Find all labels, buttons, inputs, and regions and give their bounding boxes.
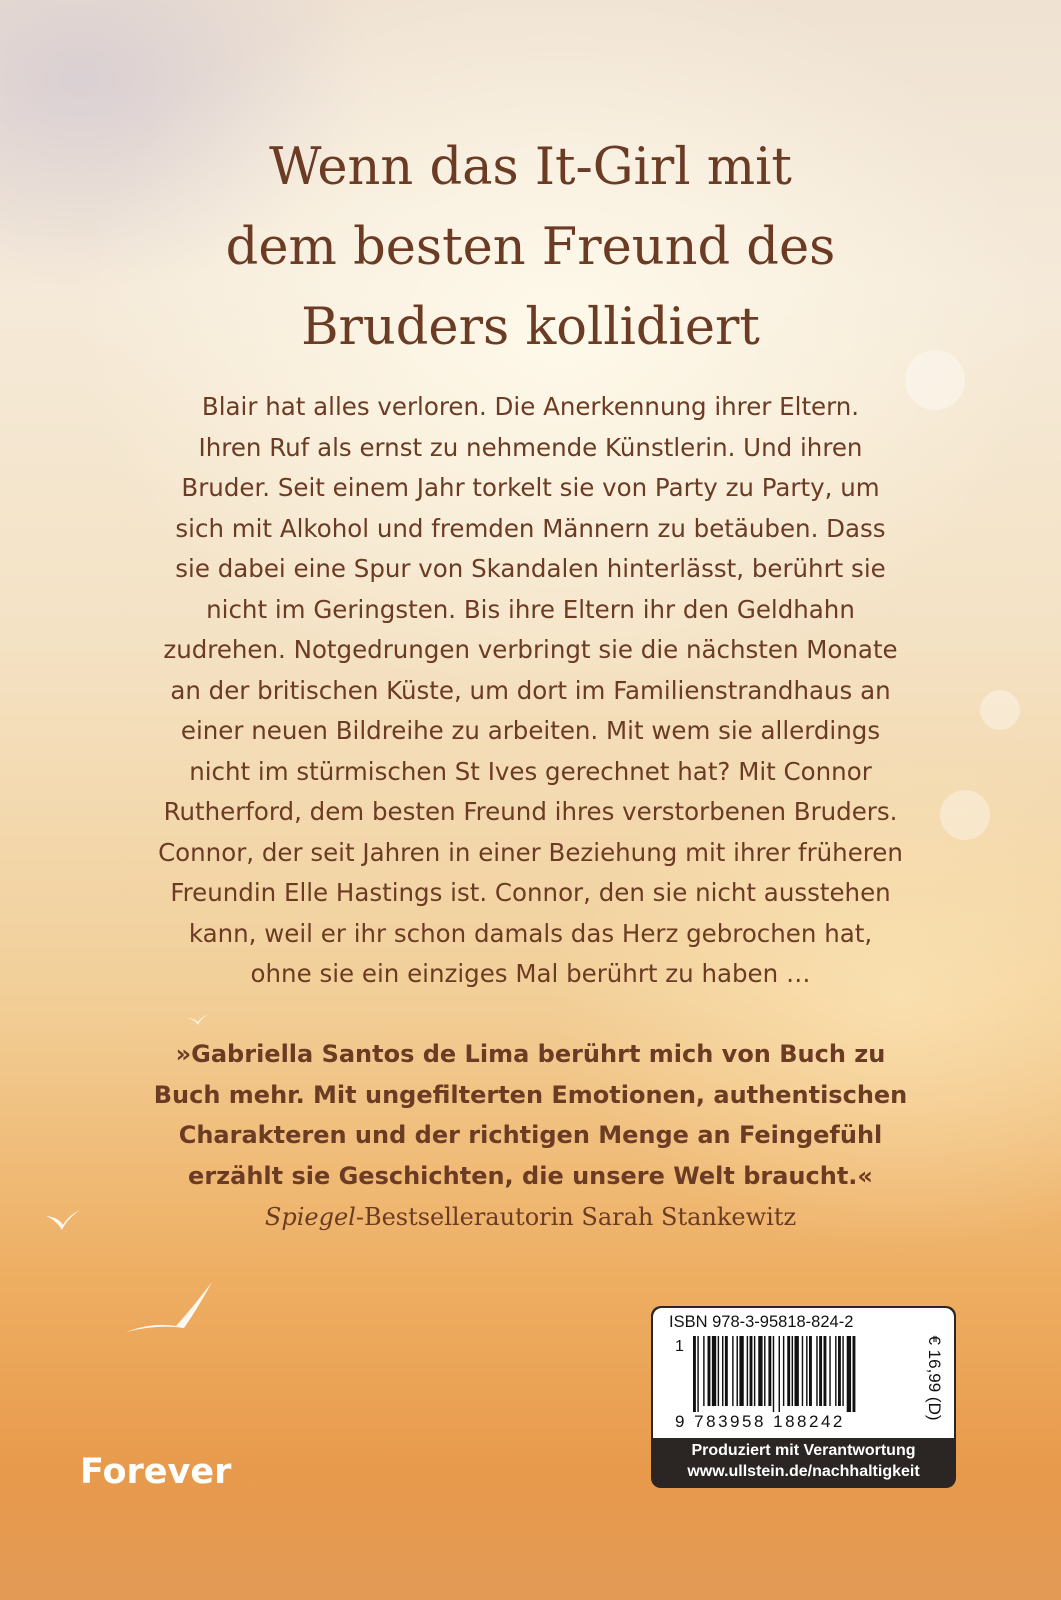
- isbn-text: ISBN 978-3-95818-824-2: [669, 1313, 854, 1331]
- barcode-bar: [773, 1336, 774, 1412]
- blurb-line: Bruder. Seit einem Jahr torkelt sie von Party zu Party, um: [181, 473, 880, 502]
- quote-line: »Gabriella Santos de Lima berührt mich von Buch zu: [175, 1040, 886, 1068]
- blurb-line: sich mit Alkohol und fremden Männern zu betäuben. Dass: [175, 513, 886, 543]
- barcode-bar: [829, 1336, 830, 1406]
- barcode-bar: [768, 1336, 771, 1406]
- quote-attribution: [0, 1197, 1061, 1237]
- barcode-bar: [693, 1336, 696, 1412]
- blurb-line: Connor, der seit Jahren in einer Beziehung mit ihrer früheren: [158, 837, 903, 867]
- barcode-bar: [703, 1336, 704, 1406]
- barcode-bar: [802, 1336, 803, 1406]
- attribution-rest: -Bestsellerautorin Sarah Stankewitz: [355, 1203, 797, 1231]
- blurb-line: Blair hat alles verloren. Die Anerkennung ihrer Eltern.: [201, 392, 860, 421]
- barcode-bar: [847, 1336, 851, 1412]
- headline-line: Wenn das It-Girl mit: [269, 138, 792, 197]
- price-text: € 16,99 (D): [925, 1335, 944, 1421]
- blurb-line: nicht im Geringsten. Bis ihre Eltern ihr den Geldhahn: [206, 594, 855, 624]
- barcode-bar: [809, 1336, 812, 1406]
- barcode-bar: [779, 1336, 780, 1412]
- barcode-bar: [819, 1336, 822, 1406]
- barcode-bar: [792, 1336, 793, 1406]
- blurb-line: zudrehen. Notgedrungen verbringt sie die nächsten Monate: [163, 635, 898, 664]
- barcode-bar: [842, 1336, 843, 1406]
- barcode-bar: [787, 1336, 790, 1406]
- seagull-icon: [124, 1278, 216, 1338]
- barcode-bar: [758, 1336, 762, 1406]
- barcode-bar: [722, 1336, 723, 1406]
- seagull-icon: [44, 1206, 84, 1238]
- seagull-icon: [186, 1012, 210, 1028]
- barcode-bar: [795, 1336, 799, 1406]
- barcode-digits: 9 783958 188242: [675, 1412, 845, 1431]
- headline-line: Bruders kollidiert: [301, 298, 760, 357]
- barcode-bar: [838, 1336, 841, 1406]
- barcode-bar: [737, 1336, 738, 1406]
- barcode-bar: [806, 1336, 807, 1406]
- attribution-italic: Spiegel: [264, 1203, 356, 1231]
- blurb-line: sie dabei eine Spur von Skandalen hinterlässt, berührt sie: [175, 554, 886, 583]
- barcode-leading-digit: 1: [675, 1338, 684, 1355]
- barcode-bar: [853, 1336, 856, 1412]
- blurb-line: Ihren Ruf als ernst zu nehmende Künstlerin. Und ihren: [198, 432, 863, 462]
- barcode-bar: [824, 1336, 827, 1406]
- barcode-bar: [783, 1336, 784, 1406]
- barcode-bar: [816, 1336, 817, 1406]
- responsibility-line: Produziert mit Verantwortung: [691, 1442, 916, 1459]
- quote-line: erzählt sie Geschichten, die unsere Welt braucht.«: [188, 1161, 873, 1190]
- barcode-bar: [754, 1336, 755, 1406]
- barcode-bar: [732, 1336, 733, 1406]
- blurb-line: kann, weil er ihr schon damals das Herz gebrochen hat,: [188, 918, 873, 948]
- blurb-line: ohne sie ein einziges Mal berührt zu haben …: [250, 959, 811, 988]
- blurb-text: [0, 387, 1061, 995]
- price-label: [921, 1328, 947, 1428]
- review-quote: [0, 1034, 1061, 1196]
- blurb-line: nicht im stürmischen St Ives gerechnet hat? Mit Connor: [189, 756, 872, 786]
- quote-line: Buch mehr. Mit ungefilterten Emotionen, authentischen: [153, 1080, 908, 1109]
- quote-line: Charakteren und der richtigen Menge an Feingefühl: [178, 1121, 883, 1149]
- barcode-bar: [708, 1336, 711, 1406]
- barcode-panel: [651, 1306, 956, 1488]
- headline-line: dem besten Freund des: [225, 218, 836, 277]
- barcode-bar: [739, 1336, 743, 1406]
- blurb-line: an der britischen Küste, um dort im Familienstrandhaus an: [170, 675, 891, 705]
- blurb-line: Rutherford, dem besten Freund ihres verstorbenen Bruders.: [163, 797, 898, 826]
- publisher-logo: Forever: [80, 1452, 232, 1492]
- barcode-bar: [750, 1336, 753, 1406]
- headline: [0, 128, 1061, 368]
- barcode-bars: [693, 1336, 915, 1412]
- barcode-bar: [718, 1336, 719, 1406]
- barcode-bar: [712, 1336, 716, 1406]
- blurb-line: einer neuen Bildreihe zu arbeiten. Mit wem sie allerdings: [180, 716, 881, 745]
- barcode-bar: [747, 1336, 748, 1406]
- responsibility-note: [651, 1440, 956, 1482]
- barcode-bar: [697, 1336, 698, 1412]
- responsibility-line: www.ullstein.de/nachhaltigkeit: [687, 1463, 920, 1480]
- blurb-line: Freundin Elle Hastings ist. Connor, den sie nicht ausstehen: [170, 878, 891, 907]
- barcode-bar: [835, 1336, 836, 1406]
- barcode-bar: [725, 1336, 728, 1406]
- barcode-label: [653, 1308, 954, 1438]
- barcode-bar: [764, 1336, 765, 1406]
